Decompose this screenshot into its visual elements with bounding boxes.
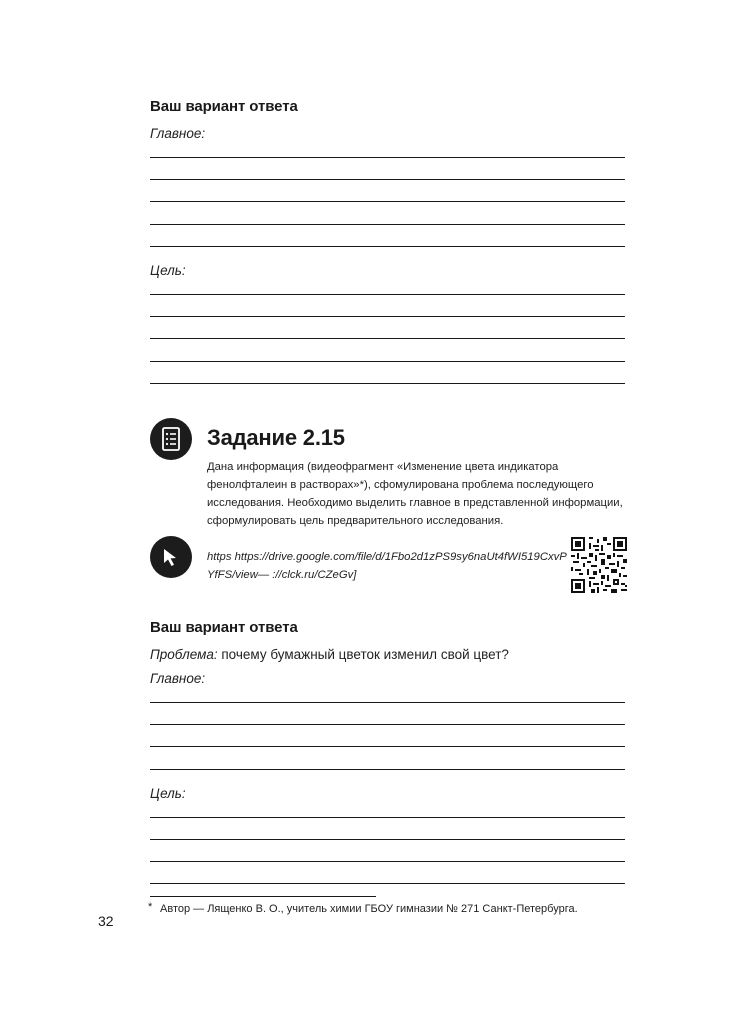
answer-line (150, 883, 625, 884)
answer-line (150, 246, 625, 247)
problem-label: Проблема: (150, 647, 218, 662)
cursor-arrow-icon (150, 536, 192, 578)
footnote-text: Автор — Лященко В. О., учитель химии ГБОУ гимназии № 271 Санкт-Петербурга. (160, 903, 578, 915)
answer-line (150, 201, 625, 202)
main-label-2: Главное: (150, 671, 206, 686)
page-number: 32 (98, 913, 114, 929)
goal-label-1: Цель: (150, 263, 186, 278)
footnote-divider (150, 896, 376, 897)
answer-heading-2: Ваш вариант ответа (150, 619, 298, 636)
answer-line (150, 316, 625, 317)
footnote-mark: * (148, 901, 153, 913)
main-label-1: Главное: (150, 126, 206, 141)
task-title: Задание 2.15 (207, 425, 345, 450)
answer-line (150, 179, 625, 180)
document-list-icon (150, 418, 192, 460)
answer-line (150, 702, 625, 703)
goal-label-2: Цель: (150, 786, 186, 801)
answer-line (150, 839, 625, 840)
problem-line (150, 647, 509, 662)
qr-code-icon[interactable] (571, 537, 627, 593)
answer-line (150, 861, 625, 862)
answer-line (150, 157, 625, 158)
answer-line (150, 338, 625, 339)
answer-line (150, 817, 625, 818)
problem-text: почему бумажный цветок изменил свой цвет? (221, 647, 509, 662)
answer-line (150, 769, 625, 770)
task-description: Дана информация (видеофрагмент «Изменение цвета индикатора фенолфталеин в растворах»*), сфомулирована проблема последующего исследования. Необходимо выделить главное в представленной информации, сформулировать цель предварительного исследования. (207, 461, 623, 527)
answer-heading-1: Ваш вариант ответа (150, 98, 298, 115)
video-link[interactable]: https https://drive.google.com/file/d/1Fbo2d1zPS9sy6naUt4fWI519CxvPYfFS/view— ://clck.ru/CZeGv] (207, 551, 567, 581)
answer-line (150, 224, 625, 225)
answer-line (150, 383, 625, 384)
answer-line (150, 294, 625, 295)
answer-line (150, 724, 625, 725)
answer-line (150, 746, 625, 747)
answer-line (150, 361, 625, 362)
